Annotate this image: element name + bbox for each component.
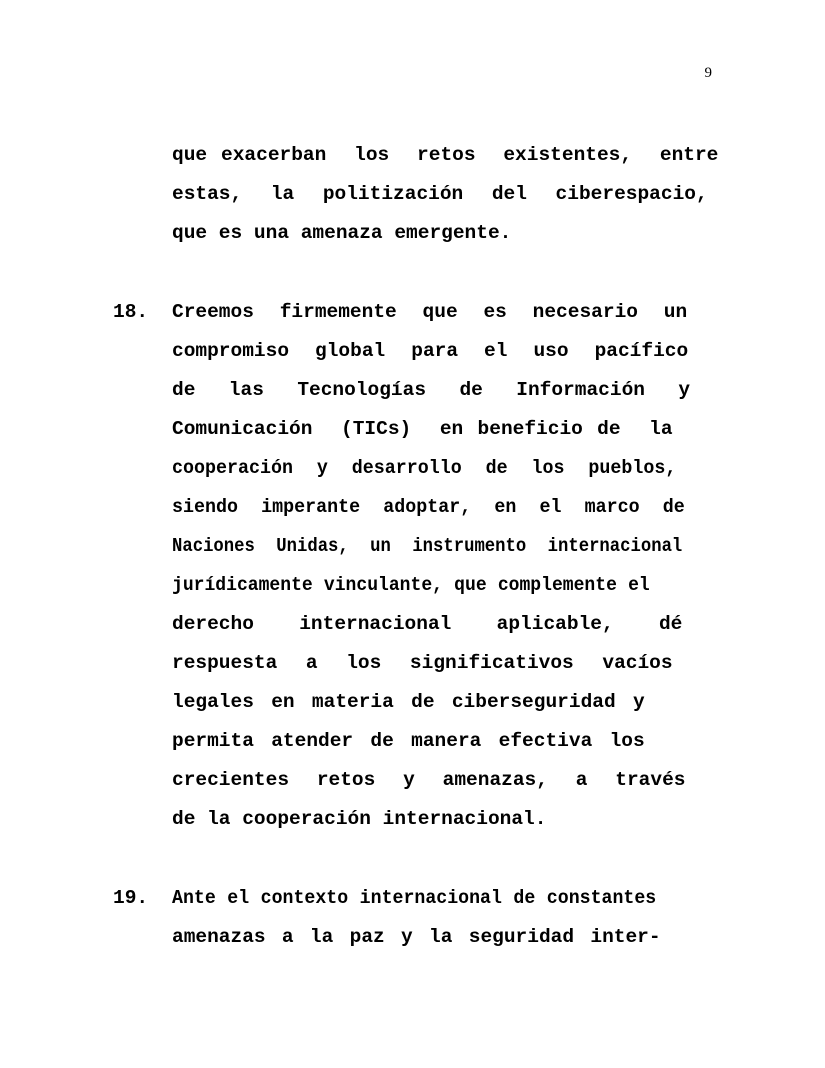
text-line-content: que exacerban los retos existentes, entre xyxy=(172,144,719,166)
text-line xyxy=(172,410,713,449)
text-line-content: jurídicamente vinculante, que complemente el xyxy=(172,574,650,596)
document-text-body xyxy=(113,136,719,957)
paragraph-lines xyxy=(172,136,719,253)
text-line-content: crecientes retos y amenazas, a través xyxy=(172,769,686,791)
text-line xyxy=(172,332,713,371)
text-line-content: Comunicación (TICs) en beneficio de la xyxy=(172,418,673,440)
paragraph-19 xyxy=(113,879,713,957)
paragraph-number: 18. xyxy=(113,301,149,323)
page-number: 9 xyxy=(704,65,712,81)
text-line xyxy=(172,879,713,918)
text-line xyxy=(172,722,713,761)
text-line-content: de las Tecnologías de Información y xyxy=(172,379,691,401)
text-line xyxy=(172,800,713,839)
text-line xyxy=(172,683,713,722)
text-line-content: cooperación y desarrollo de los pueblos, xyxy=(172,457,677,479)
text-line xyxy=(172,644,713,683)
text-line xyxy=(172,136,719,175)
paragraph-number: 19. xyxy=(113,887,149,909)
text-line xyxy=(172,175,713,214)
text-line xyxy=(172,527,713,566)
text-line-content: compromiso global para el uso pacífico xyxy=(172,340,689,362)
text-line-content: de la cooperación internacional. xyxy=(172,808,547,830)
text-line-content: Creemos firmemente que es necesario un xyxy=(172,301,688,323)
text-line xyxy=(172,449,713,488)
text-line xyxy=(172,605,713,644)
text-line-content: derecho internacional aplicable, dé xyxy=(172,613,683,635)
paragraph-lines xyxy=(172,879,713,957)
text-line xyxy=(172,488,713,527)
text-line xyxy=(172,293,713,332)
text-line xyxy=(172,761,713,800)
text-line-content: legales en materia de ciberseguridad y xyxy=(172,691,645,713)
text-line xyxy=(172,918,713,957)
text-line-content: siendo imperante adoptar, en el marco de xyxy=(172,496,685,518)
paragraph-lines xyxy=(172,293,713,839)
text-line-content: Ante el contexto internacional de constantes xyxy=(172,887,657,909)
text-line-content: Naciones Unidas, un instrumento internacional xyxy=(172,535,683,557)
text-line-content: respuesta a los significativos vacíos xyxy=(172,652,673,674)
text-line-content: amenazas a la paz y la seguridad inter- xyxy=(172,926,661,948)
text-line-content: que es una amenaza emergente. xyxy=(172,222,512,244)
text-line xyxy=(172,214,713,253)
text-line xyxy=(172,566,713,605)
text-line-content: permita atender de manera efectiva los xyxy=(172,730,645,752)
paragraph-continuation-17 xyxy=(113,136,719,253)
text-line-content: estas, la politización del ciberespacio, xyxy=(172,183,708,205)
text-line xyxy=(172,371,713,410)
paragraph-18 xyxy=(113,293,713,839)
